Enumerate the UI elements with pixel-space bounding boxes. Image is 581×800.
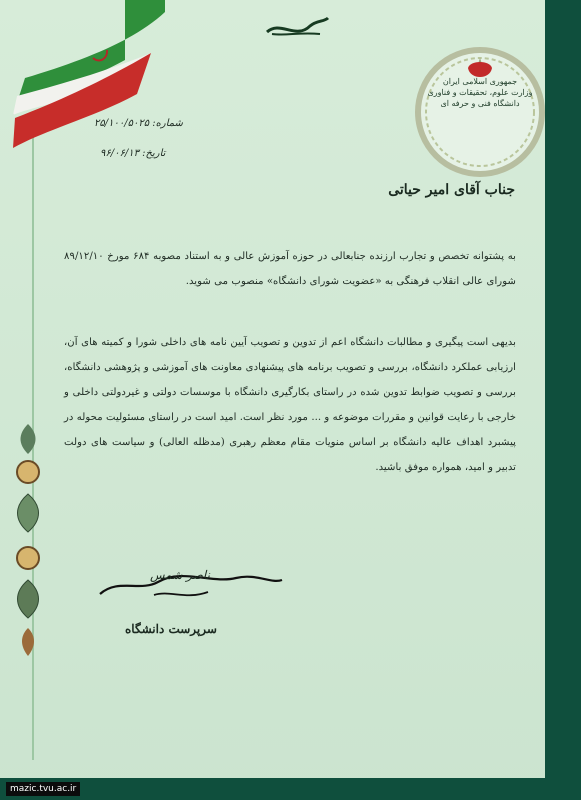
bottom-border-band	[0, 778, 581, 800]
emblem-text	[414, 76, 546, 109]
signer-name: ناصر شمس	[150, 568, 210, 582]
emblem-line-2: وزارت علوم، تحقیقات و فناوری	[427, 88, 533, 97]
letter-number-label: شماره:	[152, 118, 183, 129]
calligraphy-icon	[262, 12, 332, 42]
ornament-icon	[8, 420, 48, 660]
salutation: جناب آقای امیر حیاتی	[388, 182, 515, 198]
paragraph-1: به پشتوانه تخصص و تجارب ارزنده جنابعالی در حوزه آموزش عالی و به استناد مصوبه ۶۸۴ مورخ ۸۹/۱۲/۱۰ شورای عالی انقلاب فرهنگی به «عضویت شورای دانشگاه» منصوب می شوید.	[64, 251, 516, 287]
source-tag: mazic.tvu.ac.ir	[6, 782, 80, 796]
right-border-band	[545, 0, 581, 800]
signer-title: سرپرست دانشگاه	[125, 622, 217, 636]
letter-date	[100, 148, 165, 159]
emblem-line-1: جمهوری اسلامی ایران	[442, 77, 518, 86]
letter-number-value: ۲۵/۱۰۰/۵۰۲۵	[94, 118, 150, 129]
letter-date-value: ۹۶/۰۶/۱۳	[100, 148, 139, 159]
emblem-icon	[410, 42, 550, 182]
paragraph-2: بدیهی است پیگیری و مطالبات دانشگاه اعم از تدوین و تصویب آیین نامه های داخلی شورا و کمیته های آن، ارزیابی عملکرد دانشگاه، بررسی و تصویب برنامه های پیشنهادی معاونت های آموزشی و پژوهشی دانشگاه، بررسی و تصویب ضوابط تدوین شده در راستای بکارگیری دانشگاه با موسسات دولتی و غیردولتی داخلی و خارجی با رعایت قوانین و مقررات موضوعه و ... مورد نظر است. امید است در راستای مسئولیت محوله در پیشبرد اهداف عالیه دانشگاه بر اساس منویات مقام معظم رهبری (مدظله العالی) و سیاست های دولت تدبیر و امید، همواره موفق باشید.	[64, 337, 516, 473]
letter-date-label: تاریخ:	[142, 148, 166, 159]
emblem-line-3: دانشگاه فنی و حرفه ای	[440, 99, 520, 108]
letter-number	[94, 118, 183, 129]
